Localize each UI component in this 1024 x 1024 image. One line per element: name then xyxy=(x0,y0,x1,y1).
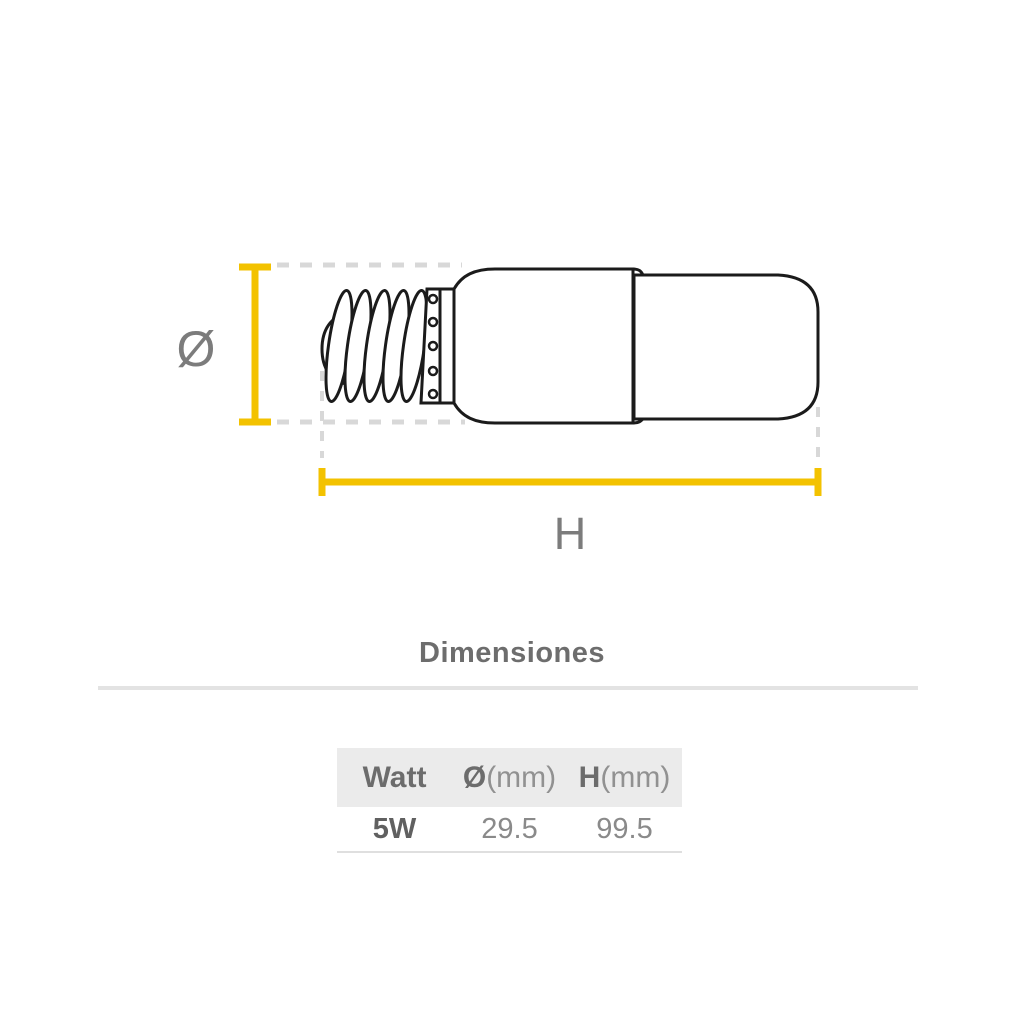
spec-table-row xyxy=(337,807,682,853)
collar-dot xyxy=(429,390,437,398)
collar-dot xyxy=(429,295,437,303)
collar-dot xyxy=(429,367,437,375)
bulb-outline xyxy=(321,269,818,423)
collar-dot xyxy=(429,342,437,350)
diameter-header-unit: (mm) xyxy=(486,760,557,794)
diameter-value: 29.5 xyxy=(481,812,538,845)
section-title: Dimensiones xyxy=(419,637,605,669)
height-dimension-line xyxy=(322,468,818,496)
insulator-ring xyxy=(440,289,454,403)
spec-table-header xyxy=(337,748,682,807)
diameter-header-symbol: Ø xyxy=(462,760,487,794)
watt-value: 5W xyxy=(372,812,417,845)
section-divider xyxy=(98,686,918,690)
diameter-dimension-line xyxy=(239,267,271,422)
collar-dot xyxy=(429,318,437,326)
header-cell-watt: Watt xyxy=(362,760,427,794)
height-header-unit: (mm) xyxy=(600,760,671,794)
height-value: 99.5 xyxy=(596,812,653,845)
header-cell-height xyxy=(567,761,682,795)
spec-table xyxy=(337,748,682,853)
bulb-end-cap xyxy=(634,275,818,419)
screw-threads xyxy=(321,289,432,403)
header-cell-diameter xyxy=(452,761,567,795)
bulb-body xyxy=(454,269,633,423)
diameter-symbol-label: Ø xyxy=(176,321,216,377)
height-symbol-label: H xyxy=(553,508,587,559)
height-header-symbol: H xyxy=(578,760,601,794)
